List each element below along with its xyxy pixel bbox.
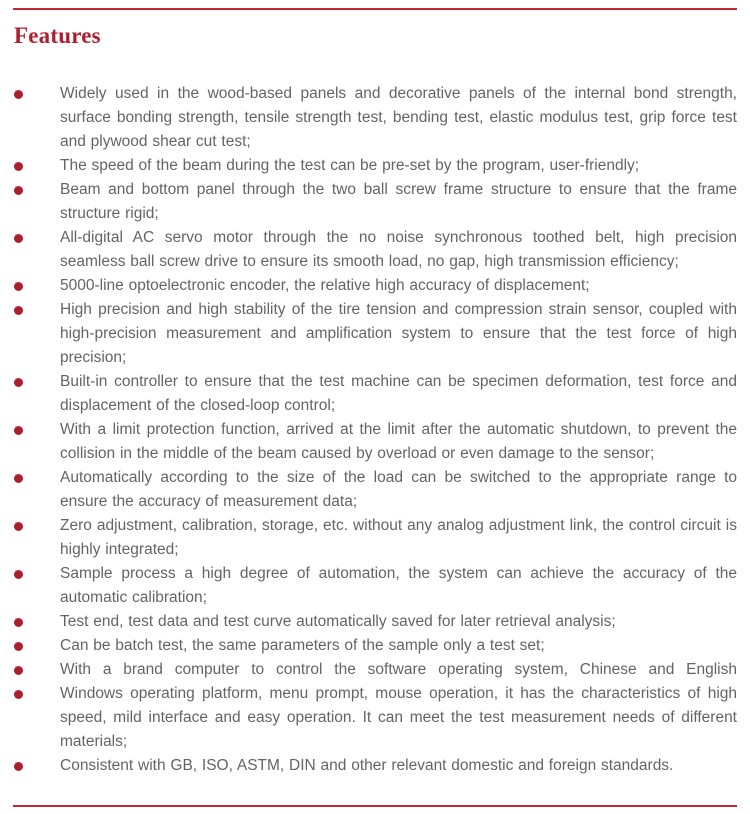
feature-text: Built-in controller to ensure that the test machine can be specimen deformation, test force and displacement of the closed-loop control; — [60, 373, 737, 414]
bullet-icon — [14, 618, 23, 627]
feature-text: With a brand computer to control the software operating system, Chinese and English — [60, 661, 737, 678]
feature-text: Beam and bottom panel through the two ball screw frame structure to ensure that the frame structure rigid; — [60, 181, 737, 222]
bullet-icon — [14, 306, 23, 315]
feature-text: Windows operating platform, menu prompt, mouse operation, it has the characteristics of high speed, mild interface and easy operation. It can meet the test measurement needs of different materials; — [60, 685, 737, 750]
bullet-icon — [14, 762, 23, 771]
feature-item — [0, 418, 750, 466]
feature-item — [0, 298, 750, 370]
feature-text: 5000-line optoelectronic encoder, the relative high accuracy of displacement; — [60, 277, 590, 294]
feature-text: The speed of the beam during the test can be pre-set by the program, user-friendly; — [60, 157, 640, 174]
feature-item — [0, 634, 750, 658]
feature-text: Automatically according to the size of the load can be switched to the appropriate range to ensure the accuracy of measurement data; — [60, 469, 737, 510]
bullet-icon — [14, 426, 23, 435]
bullet-icon — [14, 186, 23, 195]
feature-item — [0, 682, 750, 754]
feature-item — [0, 154, 750, 178]
feature-item — [0, 658, 750, 682]
feature-item — [0, 82, 750, 154]
feature-text: Consistent with GB, ISO, ASTM, DIN and other relevant domestic and foreign standards. — [60, 757, 674, 774]
feature-text: Zero adjustment, calibration, storage, etc. without any analog adjustment link, the control circuit is highly integrated; — [60, 517, 737, 558]
feature-text: Sample process a high degree of automation, the system can achieve the accuracy of the automatic calibration; — [60, 565, 737, 606]
feature-item — [0, 562, 750, 610]
feature-item — [0, 370, 750, 418]
bullet-icon — [14, 666, 23, 675]
bullet-icon — [14, 162, 23, 171]
top-divider — [13, 8, 737, 10]
feature-text: High precision and high stability of the tire tension and compression strain sensor, coupled with high-precision measurement and amplification system to ensure that the test force of high precision; — [60, 301, 737, 366]
feature-text: All-digital AC servo motor through the no noise synchronous toothed belt, high precision seamless ball screw drive to ensure its smooth load, no gap, high transmission efficiency; — [60, 229, 737, 270]
feature-item — [0, 754, 750, 778]
feature-item — [0, 178, 750, 226]
bullet-icon — [14, 282, 23, 291]
feature-text: With a limit protection function, arrived at the limit after the automatic shutdown, to prevent the collision in the middle of the beam caused by overload or even damage to the sensor; — [60, 421, 737, 462]
feature-item — [0, 226, 750, 274]
bullet-icon — [14, 234, 23, 243]
bullet-icon — [14, 378, 23, 387]
bullet-icon — [14, 690, 23, 699]
bullet-icon — [14, 570, 23, 579]
page-title: Features — [14, 23, 101, 48]
feature-text: Widely used in the wood-based panels and decorative panels of the internal bond strength, surface bonding strength, tensile strength test, bending test, elastic modulus test, grip force test and plywood shear cut test; — [60, 85, 737, 150]
feature-item — [0, 274, 750, 298]
features-list — [0, 82, 750, 778]
feature-item — [0, 610, 750, 634]
feature-item — [0, 514, 750, 562]
bottom-divider — [13, 805, 737, 807]
feature-text: Test end, test data and test curve automatically saved for later retrieval analysis; — [60, 613, 616, 630]
feature-item — [0, 466, 750, 514]
bullet-icon — [14, 642, 23, 651]
bullet-icon — [14, 474, 23, 483]
feature-text: Can be batch test, the same parameters of the sample only a test set; — [60, 637, 545, 654]
bullet-icon — [14, 522, 23, 531]
bullet-icon — [14, 90, 23, 99]
